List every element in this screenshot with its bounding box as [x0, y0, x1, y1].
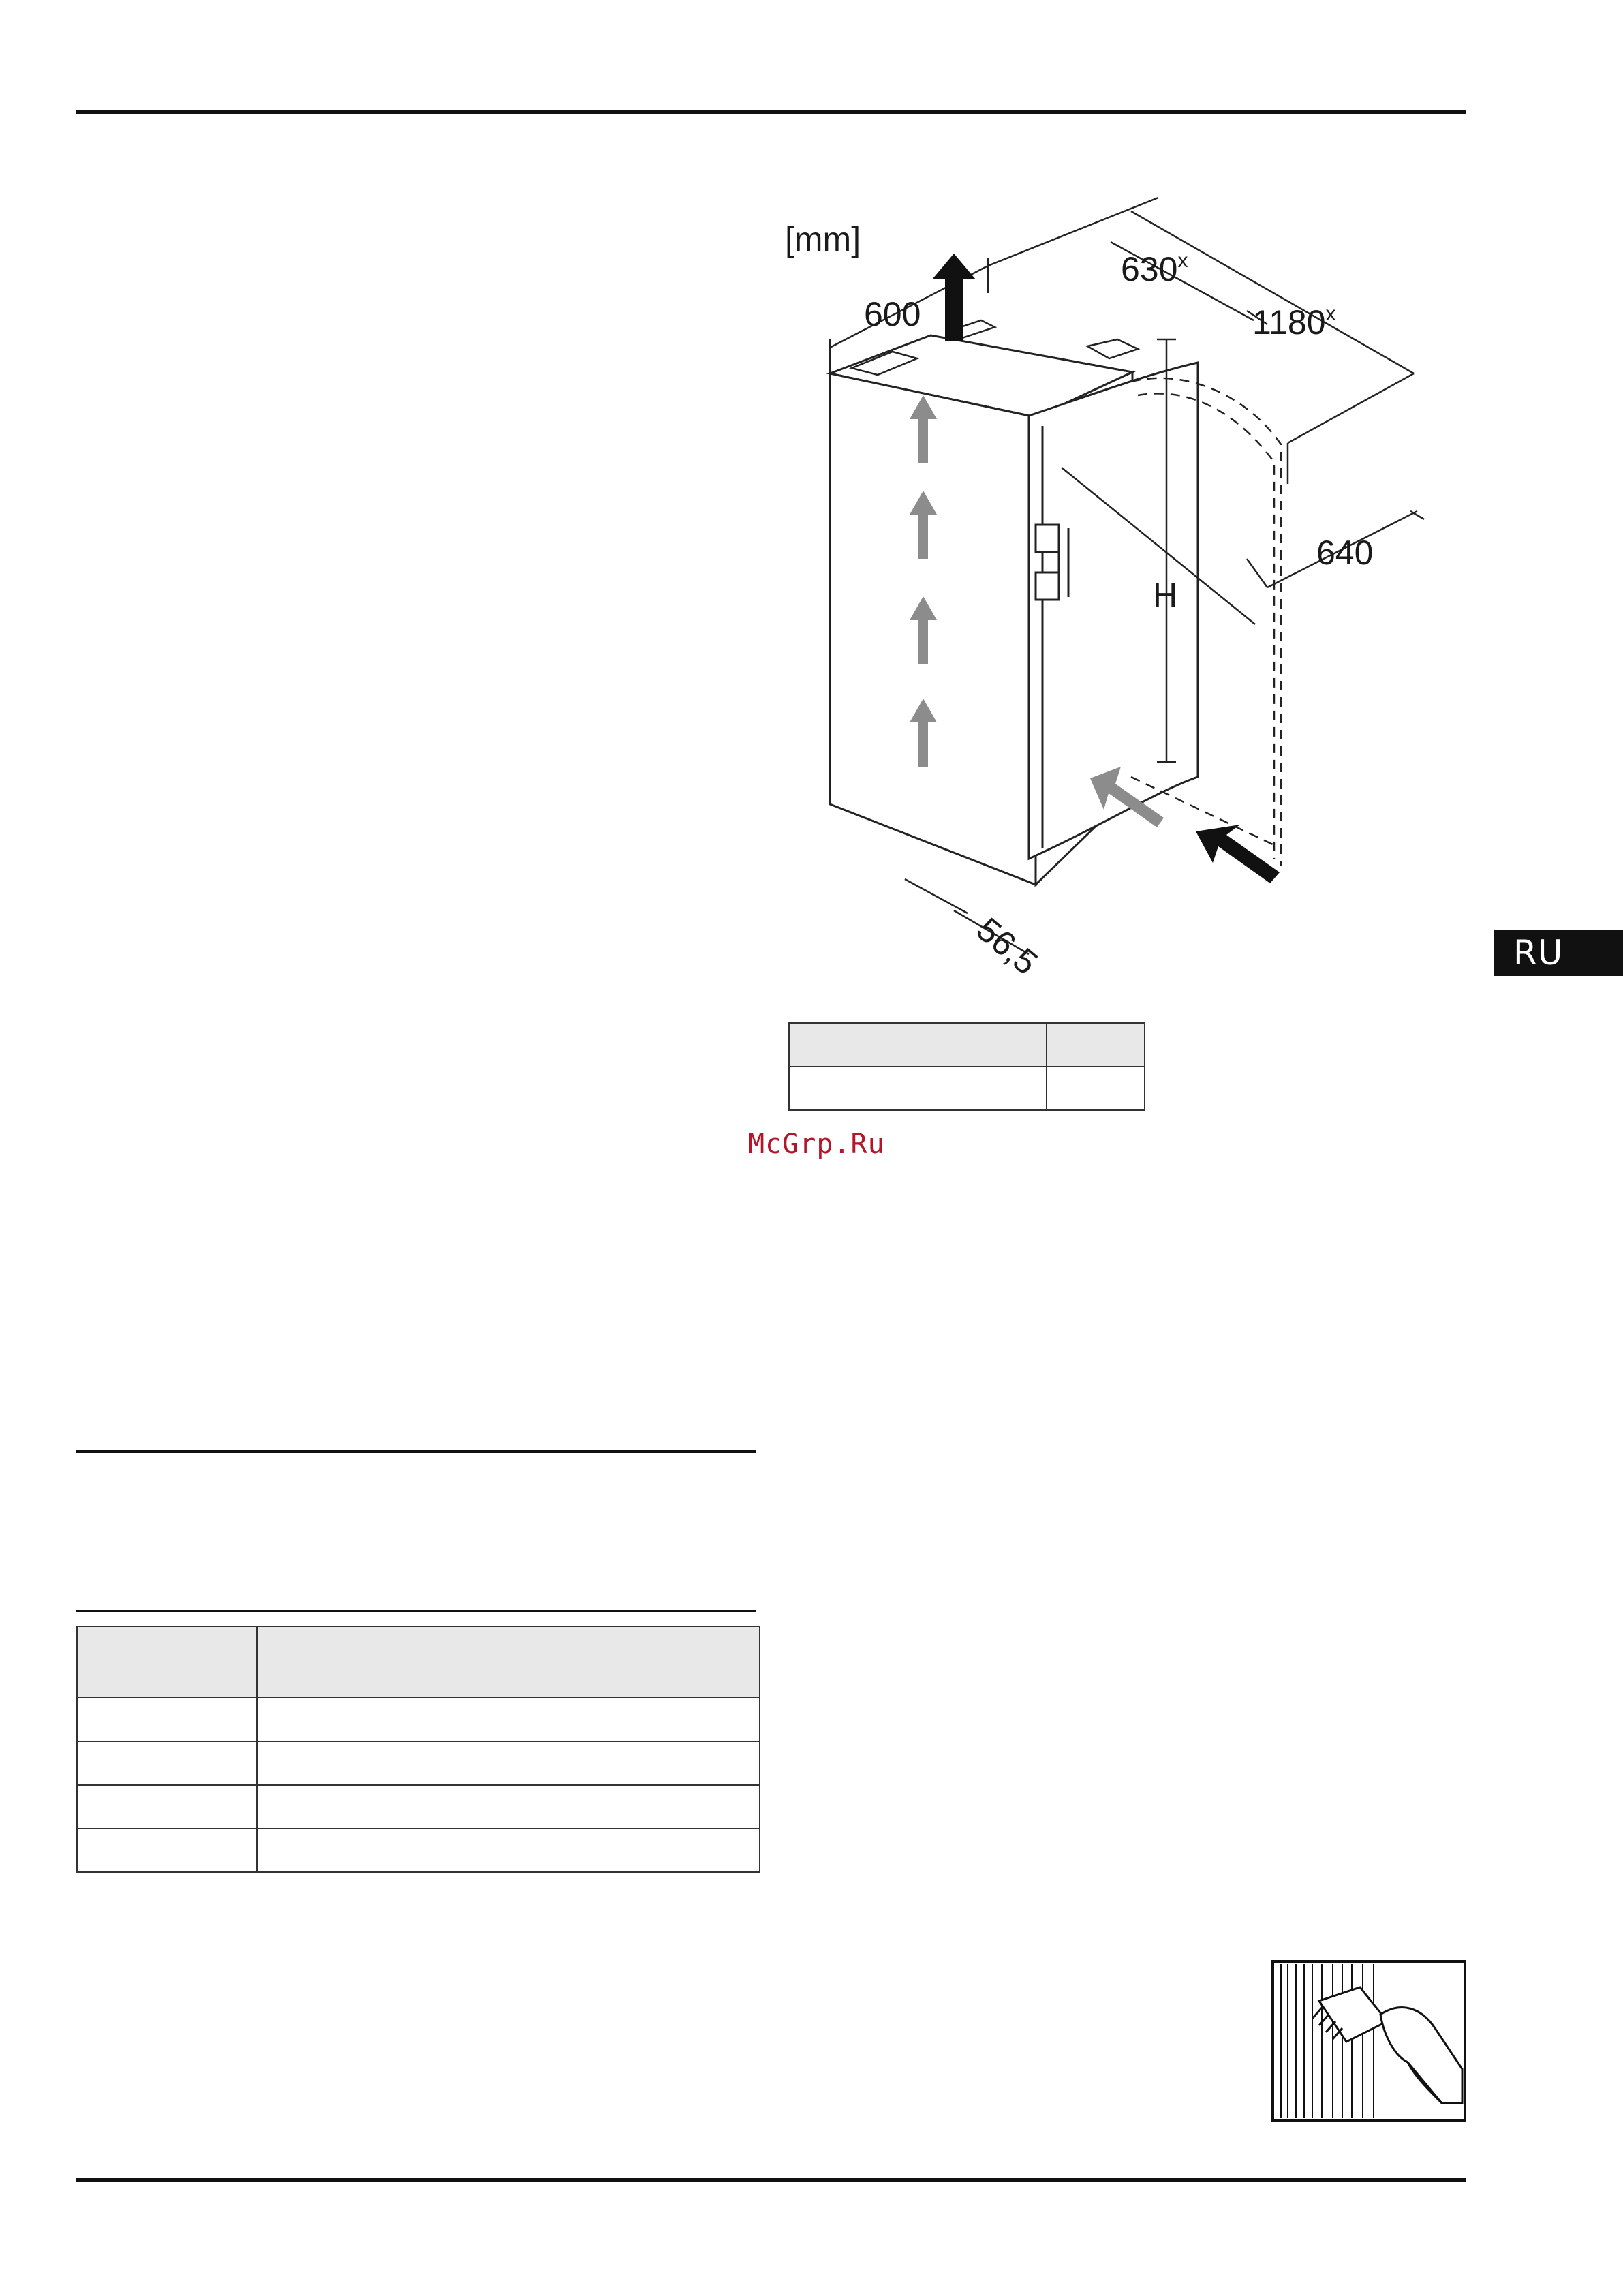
table-row: [77, 1698, 760, 1741]
section-rule: [76, 1450, 756, 1453]
class-table-cell: [77, 1828, 257, 1872]
section-rule: [76, 1610, 756, 1612]
table-row: [77, 1828, 760, 1872]
height-label: H: [1153, 576, 1178, 614]
width-label: 600: [864, 295, 921, 333]
door-open-label: 1180$^x$: [1252, 303, 1336, 341]
class-table-header-cell: [77, 1627, 257, 1698]
door-width-label: 640: [1316, 534, 1374, 572]
class-table-cell: [77, 1785, 257, 1828]
class-table-cell: [77, 1741, 257, 1785]
top-rule: [76, 110, 1466, 114]
class-table-cell: [257, 1828, 760, 1872]
wall-gap-label: 56,5: [969, 910, 1045, 982]
small-table-header-cell: [1047, 1023, 1145, 1067]
class-table: [76, 1626, 760, 1873]
class-table-cell: [257, 1698, 760, 1741]
table-row: [77, 1741, 760, 1785]
depth-label: 630$^x$: [1121, 249, 1188, 288]
cleaning-brush-icon: [1271, 1960, 1466, 2122]
class-table-cell: [257, 1785, 760, 1828]
bottom-rule: [76, 2178, 1466, 2182]
small-table-cell: [789, 1067, 1047, 1110]
unit-label: [mm]: [785, 220, 861, 258]
small-table: [788, 1022, 1145, 1111]
language-tab[interactable]: RU: [1494, 930, 1623, 976]
depth-dimensions: [988, 198, 1414, 373]
class-table-cell: [257, 1741, 760, 1785]
small-table-header-cell: [789, 1023, 1047, 1067]
class-table-header-cell: [257, 1627, 760, 1698]
small-table-cell: [1047, 1067, 1145, 1110]
table-row: [789, 1067, 1145, 1110]
class-table-cell: [77, 1698, 257, 1741]
table-row: [77, 1785, 760, 1828]
watermark[interactable]: McGrp.Ru: [748, 1129, 885, 1160]
dimensions-figure: [749, 191, 1472, 988]
